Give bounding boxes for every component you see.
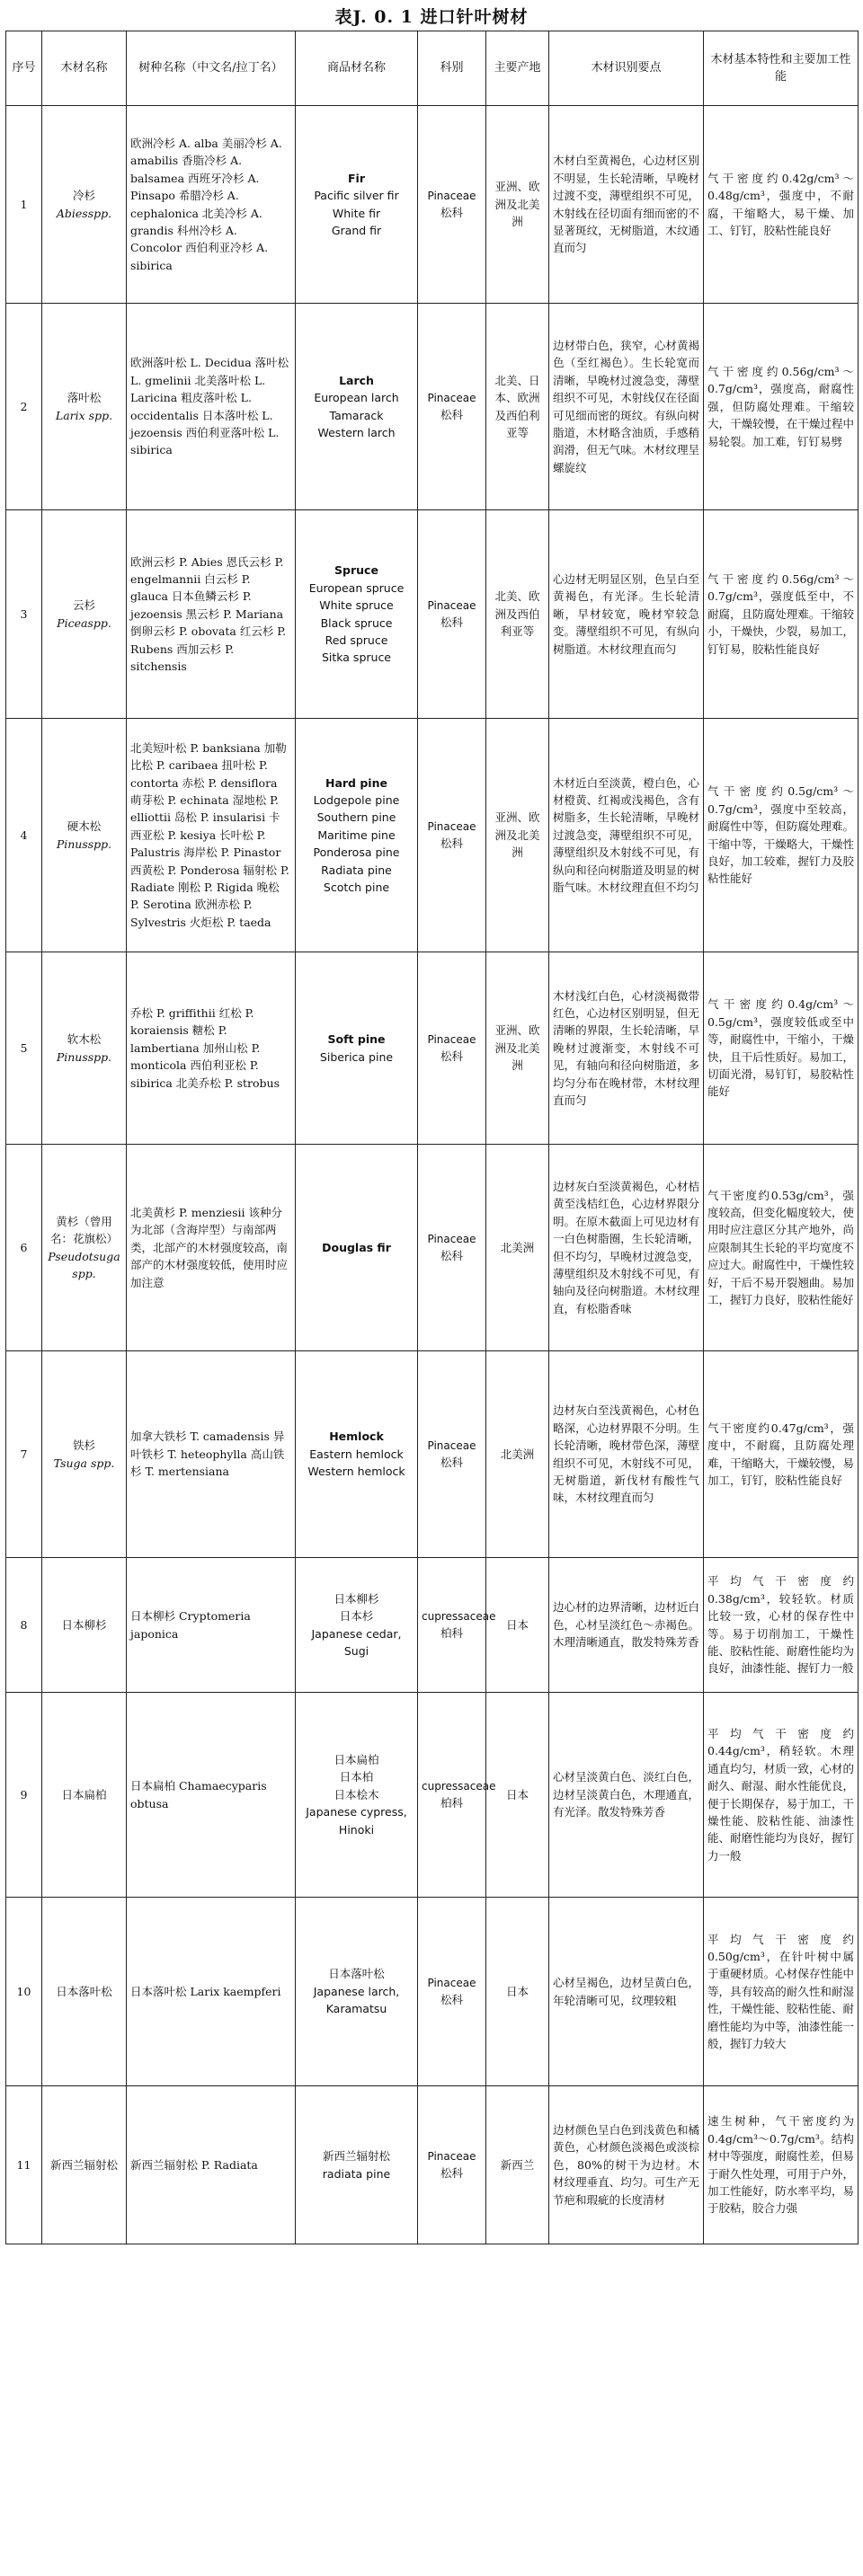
trade-name-line: European larch <box>314 391 399 405</box>
wood-name-cn: 日本扁柏 <box>61 1787 107 1801</box>
cell-no <box>6 2086 42 2244</box>
cell-identification <box>549 510 704 719</box>
identification-text: 边材灰白至浅黄褐色，心材色略深，心边材界限不分明。生长轮清晰，晚材带色深，薄壁组织不可见，木射线不可见，无树脂道，新伐材有酸性气味，木材纹理直而匀 <box>553 1403 699 1505</box>
cell-family <box>418 952 486 1145</box>
identification-text: 边材灰白至淡黄褐色，心材桔黄至浅桔红色，心边材界限分明。在原木截面上可见边材有一白色树脂圈，生长轮清晰，但不均匀，早晚材过渡急变，薄壁组织及木射线不可见，有轴向及径向树脂道。木材纹理直，有松脂香味 <box>553 1180 699 1315</box>
identification-text: 边心材的边界清晰，边材近白色，心材呈淡红色～赤褐色。木理清晰通直，散发特殊芳香 <box>553 1600 699 1650</box>
family-cn: 松科 <box>440 1993 463 2007</box>
origin: 北美、日本、欧洲及西伯利亚等 <box>494 373 540 439</box>
cell-species <box>127 952 296 1145</box>
row-number: 7 <box>20 1447 28 1461</box>
family-cn: 松科 <box>440 837 463 851</box>
trade-name-line: Pacific silver fir <box>314 189 399 203</box>
origin: 亚洲、欧洲及北美洲 <box>494 810 540 860</box>
wood-name-cn: 软木松 <box>67 1032 102 1047</box>
cell-trade-name <box>296 1693 418 1898</box>
wood-name-cn: 铁杉 <box>72 1438 95 1453</box>
trade-name-line: Eastern hemlock <box>309 1447 404 1461</box>
cell-species <box>127 1351 296 1558</box>
trade-name-line: Tamarack <box>329 408 384 422</box>
properties-text: 平均气干密度约0.38g/cm³，较轻软。材质比较一致，心材的保存性中等。易于切削加工，干燥性能、胶粘性能、耐磨性能均为良好，油漆性能、握钉力一般 <box>707 1574 854 1676</box>
origin: 日本 <box>505 1984 529 1998</box>
species-names: 日本扁柏 Chamaecyparis obtusa <box>130 1779 267 1810</box>
wood-name-latin: Pseudotsuga spp. <box>48 1249 120 1280</box>
origin: 北美洲 <box>500 1240 535 1254</box>
cell-family <box>418 1558 496 1693</box>
properties-text: 速生树种，气干密度约为0.4g/cm³～0.7g/cm³。结构材中等强度，耐腐性差，但易于耐久性处理，可用于户外，加工性能好，防水率平均，易于胶粘，胶合力强 <box>707 2114 854 2216</box>
table-row <box>6 1351 859 1558</box>
cell-properties <box>704 1693 859 1898</box>
cell-family <box>418 304 486 510</box>
wood-name-latin: Pinusspp. <box>56 837 112 851</box>
trade-name-line: Red spruce <box>325 633 388 647</box>
properties-text: 气干密度约0.5g/cm³～0.7g/cm³，强度中至较高，耐腐性中等，但防腐处理难。干缩中等，干燥略大，干燥性良好，加工较难，握钉力及胶粘性能好 <box>707 784 854 886</box>
cell-trade-name <box>296 1558 418 1693</box>
cell-no <box>6 952 42 1145</box>
cell-trade-name <box>296 510 418 719</box>
species-names: 欧洲落叶松 L. Decidua 落叶松 L. gmelinii 北美落叶松 L. Laricina 粗皮落叶松 L. occidentalis 日本落叶松 L. jezoensis 西伯利亚落叶松 L. sibirica <box>130 356 289 457</box>
table-row <box>6 1693 859 1898</box>
cell-properties <box>704 106 859 304</box>
imported-softwood-table <box>5 31 859 2244</box>
cell-no <box>6 510 42 719</box>
properties-text: 气干密度约0.53g/cm³，强度较高，但变化幅度较大，使用时应注意区分其产地外，尚应限制其生长轮的平均宽度不应过大。耐腐性中，干燥性较好，干后不易开裂翘曲。易加工，握钉力良好，胶粘性能好 <box>707 1188 854 1306</box>
header-no: 序号 <box>6 31 42 106</box>
origin: 亚洲、欧洲及北美洲 <box>494 180 540 229</box>
header-family: 科别 <box>418 31 486 106</box>
species-names: 欧洲云杉 P. Abies 恩氏云杉 P. engelmannii 白云杉 P. glauca 日本鱼鳞云杉 P. jezoensis 黑云杉 P. Mariana 倒卵云杉 P. obovata 红云杉 P. Rubens 西加云杉 P. sitchensis <box>130 554 287 673</box>
cell-no <box>6 304 42 510</box>
cell-species <box>127 719 296 952</box>
trade-name-line: Karamatsu <box>325 2002 387 2016</box>
cell-wood-name <box>42 1558 127 1693</box>
cell-origin <box>486 719 549 952</box>
trade-name-line: 日本杉 <box>339 1609 374 1624</box>
trade-name-line: Japanese cypress, <box>306 1805 407 1819</box>
cell-no <box>6 719 42 952</box>
header-trade: 商品材名称 <box>296 31 418 106</box>
table-row <box>6 719 859 952</box>
trade-name-line: Radiata pine <box>321 863 392 877</box>
cell-origin <box>486 1558 549 1693</box>
table-row <box>6 1558 859 1693</box>
table-row <box>6 304 859 510</box>
family-en: Pinaceae <box>427 1976 476 1989</box>
trade-name-line: Maritime pine <box>317 828 396 842</box>
family-cn: 柏科 <box>440 1626 463 1641</box>
wood-name-cn: 落叶松 <box>67 391 102 405</box>
row-number: 10 <box>16 1984 31 1998</box>
table-body <box>6 106 859 2244</box>
cell-wood-name <box>42 1693 127 1898</box>
cell-no <box>6 1558 42 1693</box>
properties-text: 平均气干密度约0.50g/cm³，在针叶树中属于重硬材质。心材保存性能中等，具有较高的耐久性和耐湿性，干燥性能、胶粘性能、耐磨性能均为中等，油漆性能一般，握钉力较大 <box>707 1932 854 2050</box>
header-name: 木材名称 <box>42 31 127 106</box>
properties-text: 气干密度约0.42g/cm³～0.48g/cm³，强度中，不耐腐，干缩略大，易干燥、加工、钉钉，胶粘性能良好 <box>707 171 854 237</box>
cell-origin <box>486 1898 549 2086</box>
header-species: 树种名称（中文名/拉丁名） <box>127 31 296 106</box>
cell-family <box>418 719 486 952</box>
properties-text: 气干密度约0.4g/cm³～0.5g/cm³，强度较低或至中等，耐腐性中，干缩小，干燥快，且干后性质好。易加工，切面光滑，易钉钉，易胶粘性能好 <box>707 997 854 1099</box>
wood-name-cn: 日本落叶松 <box>56 1984 112 1998</box>
trade-name-line: Ponderosa pine <box>313 845 400 860</box>
family-en: Pinaceae <box>427 1438 476 1452</box>
trade-name-line: radiata pine <box>322 2166 391 2181</box>
cell-identification <box>549 106 704 304</box>
cell-family <box>418 1693 496 1898</box>
cell-wood-name <box>42 1351 127 1558</box>
cell-identification <box>549 2086 704 2244</box>
cell-species <box>127 1145 296 1351</box>
cell-properties <box>704 1351 859 1558</box>
table-title: 表J. 0. 1 进口针叶树材 <box>334 7 529 27</box>
row-number: 2 <box>20 399 28 413</box>
trade-name-line: White spruce <box>319 598 394 613</box>
cell-species <box>127 1558 296 1693</box>
trade-name-line: Japanese larch, <box>313 1984 400 1998</box>
trade-name-line: Siberica pine <box>319 1049 394 1064</box>
wood-name-latin: Abiesspp. <box>56 206 112 220</box>
cell-trade-name <box>296 1898 418 2086</box>
cell-wood-name <box>42 719 127 952</box>
cell-trade-name <box>296 952 418 1145</box>
cell-origin <box>486 1145 549 1351</box>
trade-name-line: White fir <box>332 206 381 220</box>
trade-name-primary: Soft pine <box>327 1032 386 1047</box>
cell-identification <box>549 1693 704 1898</box>
wood-name-latin: Pinusspp. <box>56 1049 112 1064</box>
trade-name-line: 日本落叶松 <box>328 1967 385 1981</box>
cell-trade-name <box>296 106 418 304</box>
cell-origin <box>486 106 549 304</box>
table-row <box>6 1145 859 1351</box>
row-number: 6 <box>20 1240 28 1254</box>
species-names: 加拿大铁杉 T. camadensis 异叶铁杉 T. heteophylla 高山铁杉 T. mertensiana <box>130 1430 285 1479</box>
wood-name-cn: 硬木松 <box>67 819 102 834</box>
trade-name-line: 新西兰辐射松 <box>322 2149 390 2164</box>
trade-name-line: 日本扁柏 <box>334 1753 379 1767</box>
row-number: 3 <box>20 606 28 621</box>
table-row <box>6 106 859 304</box>
table-row <box>6 952 859 1145</box>
identification-text: 木材近白至淡黄，橙白色，心材橙黄、红褐或浅褐色，含有树脂多，生长轮清晰，早晚材过渡急变，薄壁组织不可见，薄壁组织及木射线不可见，有纵向和径向树脂道及明显的树脂气味。木材纹理直但不均匀 <box>553 775 699 894</box>
identification-text: 木材浅红白色，心材淡褐微带红色，心边材区别明显，但无清晰的界限，生长轮清晰，早晚材过渡渐变，木射线不可见，有轴向和径向树脂道，多均匀分布在晚材带，木材纹理直而匀 <box>553 988 699 1107</box>
trade-name-line: Western larch <box>317 425 396 439</box>
cell-properties <box>704 1558 859 1693</box>
origin: 新西兰 <box>500 2157 535 2172</box>
species-names: 北美黄杉 P. menziesii 该种分为北部（含海岸型）与南部两类，北部产的木材强度较高，南部产的木材强度较低，使用时应加注意 <box>130 1206 289 1289</box>
properties-text: 气干密度约0.56g/cm³～0.7g/cm³，强度低至中，不耐腐，且防腐处理难。干缩较小，干燥快，少裂，易加工，钉钉易，胶粘性能良好 <box>707 572 854 656</box>
family-cn: 松科 <box>440 206 463 220</box>
row-number: 1 <box>20 197 28 211</box>
header-row <box>6 31 859 106</box>
family-en: Pinaceae <box>427 819 476 833</box>
identification-text: 心材呈淡黄白色、淡红白色，边材呈淡黄白色，木理通直，有光泽。散发特殊芳香 <box>553 1770 699 1819</box>
cell-identification <box>549 719 704 952</box>
cell-no <box>6 1693 42 1898</box>
properties-text: 气干密度约0.47g/cm³，强度中，不耐腐，且防腐处理难，干缩略大，干燥较慢，易加工，钉钉，胶粘性能良好 <box>707 1421 854 1487</box>
wood-name-cn: 黄杉（曾用名：花旗松） <box>49 1214 118 1246</box>
row-number: 8 <box>20 1617 28 1632</box>
wood-name-cn: 冷杉 <box>72 189 95 203</box>
cell-trade-name <box>296 1145 418 1351</box>
wood-name-latin: Larix spp. <box>55 408 113 422</box>
trade-name-primary: Spruce <box>334 563 378 578</box>
row-number: 4 <box>20 828 28 842</box>
trade-name-line: European spruce <box>308 580 405 595</box>
identification-text: 心边材无明显区别，色呈白至黄褐色，有光泽。生长轮清晰，早材较宽，晚材窄较急变。薄壁组织不可见，有纵向树脂道。木材纹理直而匀 <box>553 572 699 656</box>
cell-origin <box>486 952 549 1145</box>
family-cn: 松科 <box>440 1456 463 1470</box>
row-number: 11 <box>16 2157 31 2172</box>
family-cn: 松科 <box>440 2166 463 2181</box>
header-props: 木材基本特性和主要加工性能 <box>704 31 859 106</box>
wood-name-cn: 日本柳杉 <box>61 1617 107 1632</box>
cell-no <box>6 106 42 304</box>
cell-wood-name <box>42 304 127 510</box>
row-number: 9 <box>20 1787 28 1801</box>
wood-name-cn: 云杉 <box>72 598 95 613</box>
cell-wood-name <box>42 510 127 719</box>
trade-name-line: Western hemlock <box>307 1465 405 1479</box>
family-en: Pinaceae <box>427 391 476 404</box>
family-en: Pinaceae <box>427 598 476 612</box>
trade-name-line: Grand fir <box>331 223 382 237</box>
trade-name-primary: Douglas fir <box>322 1240 391 1254</box>
cell-properties <box>704 1898 859 2086</box>
origin: 北美、欧洲及西伯利亚等 <box>494 589 540 639</box>
species-names: 新西兰辐射松 P. Radiata <box>130 2157 258 2172</box>
species-names: 北美短叶松 P. banksiana 加勒比松 P. caribaea 扭叶松 P. contorta 赤松 P. densiflora 萌芽松 P. echinata 湿地松 P. elliottii 岛松 P. insularisi 卡西亚松 P. kesiya 长叶松 P. Palustris 海岸松 P. Pinastor 西黄松 P. Ponderosa 辐射松 P. Radiate 刚松 P. Rigida 晚松 P. Serotina 欧洲赤松 P. Sylvestris 火炬松 P. taeda <box>130 740 289 929</box>
family-en: Pinaceae <box>427 189 476 202</box>
cell-trade-name <box>296 304 418 510</box>
identification-text: 木材白至黄褐色，心边材区别不明显，生长轮清晰，早晚材过渡不变，薄壁组织不可见，木射线在径切面有细而密的不显著斑纹，无树脂道，木纹通直而匀 <box>553 154 699 255</box>
cell-family <box>418 1145 486 1351</box>
row-number: 5 <box>20 1040 28 1055</box>
table-row <box>6 2086 859 2244</box>
cell-properties <box>704 510 859 719</box>
trade-name-line: 日本桧木 <box>334 1787 379 1801</box>
cell-species <box>127 1693 296 1898</box>
header-origin: 主要产地 <box>486 31 549 106</box>
cell-identification <box>549 952 704 1145</box>
cell-no <box>6 1898 42 2086</box>
cell-properties <box>704 2086 859 2244</box>
trade-name-line: Southern pine <box>316 810 396 825</box>
cell-species <box>127 106 296 304</box>
trade-name-primary: Hemlock <box>329 1430 384 1444</box>
cell-species <box>127 1898 296 2086</box>
cell-properties <box>704 304 859 510</box>
trade-name-line: 日本柳杉 <box>334 1591 379 1606</box>
cell-trade-name <box>296 2086 418 2244</box>
cell-properties <box>704 952 859 1145</box>
family-en: Pinaceae <box>427 1232 476 1245</box>
family-en: cupressaceae <box>422 1609 496 1623</box>
cell-no <box>6 1351 42 1558</box>
identification-text: 边材颜色呈白色到浅黄色和橘黄色，心材颜色淡褐色或淡棕色，80%的树干为边材。木材纹理垂直、均匀。可生产无节疤和瑕疵的长度清材 <box>553 2123 699 2207</box>
family-en: Pinaceae <box>427 2149 476 2163</box>
origin: 北美洲 <box>500 1447 535 1461</box>
family-en: Pinaceae <box>427 1032 476 1046</box>
species-names: 乔松 P. griffithii 红松 P. koraiensis 糖松 P. lambertiana 加州山松 P. monticola 西伯利亚松 P. sibirica 北美乔松 P. strobus <box>130 1006 280 1090</box>
trade-name-primary: Fir <box>348 171 365 185</box>
cell-family <box>418 1898 486 2086</box>
cell-family <box>418 106 486 304</box>
cell-identification <box>549 1898 704 2086</box>
trade-name-line: Black spruce <box>320 615 393 630</box>
family-cn: 松科 <box>440 1049 463 1064</box>
species-names: 日本柳杉 Cryptomeria japonica <box>130 1609 251 1641</box>
trade-name-line: Sitka spruce <box>321 651 392 665</box>
family-en: cupressaceae <box>422 1779 496 1793</box>
origin: 亚洲、欧洲及北美洲 <box>494 1023 540 1073</box>
wood-name-latin: Piceaspp. <box>57 615 111 630</box>
cell-origin <box>486 510 549 719</box>
header-ident: 木材识别要点 <box>549 31 704 106</box>
cell-identification <box>549 1351 704 1558</box>
table-row <box>6 1898 859 2086</box>
cell-origin <box>486 1351 549 1558</box>
trade-name-primary: Hard pine <box>325 775 387 790</box>
trade-name-primary: Larch <box>339 373 374 387</box>
identification-text: 边材带白色，狭窄，心材黄褐色（至红褐色）。生长轮宽而清晰，早晚材过渡急变，薄壁组织不可见，木射线仅在径面可见细而密的斑纹。有纵向树脂道，木材略含油质，手感稍润滑，但无气味。木材纹理呈螺旋纹 <box>553 339 699 474</box>
cell-trade-name <box>296 719 418 952</box>
cell-properties <box>704 1145 859 1351</box>
cell-properties <box>704 719 859 952</box>
species-names: 日本落叶松 Larix kaempferi <box>130 1984 281 1998</box>
cell-no <box>6 1145 42 1351</box>
trade-name-line: 日本柏 <box>339 1770 374 1784</box>
family-cn: 松科 <box>440 1249 463 1263</box>
origin: 日本 <box>505 1787 529 1801</box>
trade-name-line: Sugi <box>343 1643 369 1658</box>
cell-wood-name <box>42 1898 127 2086</box>
cell-family <box>418 1351 486 1558</box>
cell-species <box>127 304 296 510</box>
cell-wood-name <box>42 1145 127 1351</box>
family-cn: 松科 <box>440 408 463 422</box>
species-names: 欧洲冷杉 A. alba 美丽冷杉 A. amabilis 香脂冷杉 A. balsamea 西班牙冷杉 A. Pinsapo 希腊冷杉 A. cephalonica 北美冷杉 A. grandis 科州冷杉 A. Concolor 西伯利亚冷杉 A. sibirica <box>130 137 282 272</box>
cell-identification <box>549 1145 704 1351</box>
trade-name-line: Lodgepole pine <box>313 793 400 808</box>
wood-name-latin: Tsuga spp. <box>53 1456 115 1470</box>
cell-origin <box>486 2086 549 2244</box>
properties-text: 气干密度约0.56g/cm³～0.7g/cm³，强度高，耐腐性强，但防腐处理难。干缩较大，干燥较慢，在干燥过程中易轮裂。加工难，钉钉易劈 <box>707 365 854 448</box>
wood-name-cn: 新西兰辐射松 <box>49 2157 118 2172</box>
cell-family <box>418 2086 486 2244</box>
properties-text: 平均气干密度约0.44g/cm³，稍轻软。木理通直均匀，材质一致，心材的耐久、耐湿、耐水性能优良，便于长期保存，易于加工，干燥性能、胶粘性能、油漆性能、耐磨性能均为良好，握钉力一般 <box>707 1727 854 1863</box>
cell-origin <box>486 1693 549 1898</box>
cell-origin <box>486 304 549 510</box>
cell-family <box>418 510 486 719</box>
cell-wood-name <box>42 106 127 304</box>
cell-wood-name <box>42 952 127 1145</box>
cell-species <box>127 2086 296 2244</box>
cell-trade-name <box>296 1351 418 1558</box>
trade-name-line: Hinoki <box>338 1822 375 1837</box>
cell-wood-name <box>42 2086 127 2244</box>
cell-identification <box>549 304 704 510</box>
family-cn: 柏科 <box>440 1796 463 1810</box>
cell-species <box>127 510 296 719</box>
trade-name-line: Japanese cedar, <box>311 1626 402 1641</box>
trade-name-line: Scotch pine <box>323 880 390 894</box>
identification-text: 心材呈褐色，边材呈黄白色，年轮清晰可见，纹理较粗 <box>553 1976 699 2007</box>
origin: 日本 <box>505 1617 529 1632</box>
table-row <box>6 510 859 719</box>
family-cn: 松科 <box>440 615 463 630</box>
cell-identification <box>549 1558 704 1693</box>
